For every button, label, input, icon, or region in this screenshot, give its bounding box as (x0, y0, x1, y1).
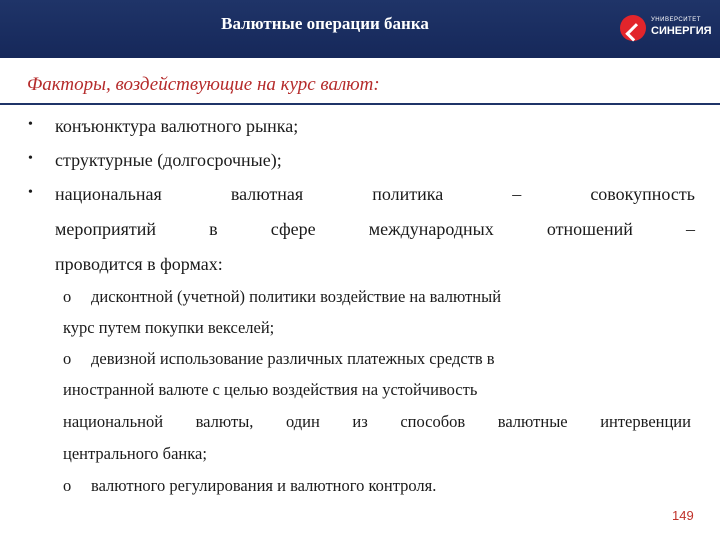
sub-item-2-line-4: центрального банка; (63, 444, 207, 463)
sub-bullet-icon: o (63, 287, 72, 306)
sub-bullet-icon: o (63, 476, 72, 495)
title-divider (0, 103, 720, 105)
sub-item-2-line-2: иностранной валюте с целью воздействия на устойчивость (63, 380, 478, 399)
sub-item-3-line-1: валютного регулирования и валютного контроля. (91, 476, 437, 495)
word: валюты, (195, 412, 254, 431)
slide-header (0, 0, 720, 58)
word: международных (368, 219, 494, 239)
word: валютная (230, 184, 304, 204)
section-subtitle: Факторы, воздействующие на курс валют: (27, 74, 380, 95)
synergy-logo-icon (620, 15, 646, 41)
word: совокупность (590, 184, 695, 204)
logo-text-bottom: СИНЕРГИЯ (651, 25, 712, 37)
word: один (286, 412, 320, 431)
word: мероприятий (55, 219, 157, 239)
bullet-item-3-line-3: проводится в формах: (55, 254, 223, 274)
bullet-icon: • (28, 117, 33, 132)
bullet-icon: • (28, 185, 33, 200)
bullet-item-3-line-1 (55, 185, 695, 203)
logo-text-top: УНИВЕРСИТЕТ (651, 17, 701, 23)
sub-item-1-line-1: дисконтной (учетной) политики воздействие на валютный (91, 287, 502, 306)
word: из (352, 412, 368, 431)
word: национальная (55, 184, 162, 204)
word: – (512, 184, 522, 204)
page-number: 149 (672, 508, 694, 523)
word: отношений (546, 219, 633, 239)
slide-title: Валютные операции банка (221, 14, 429, 33)
word: интервенции (600, 412, 691, 431)
word: – (685, 219, 695, 239)
word: валютные (497, 412, 568, 431)
bullet-item-2: структурные (долгосрочные); (55, 150, 282, 170)
sub-item-2-line-3 (63, 414, 691, 431)
bullet-icon: • (28, 151, 33, 166)
word: способов (400, 412, 466, 431)
word: национальной (63, 412, 164, 431)
sub-item-2-line-1: девизной использование различных платежных средств в (91, 349, 495, 368)
word: сфере (270, 219, 316, 239)
bullet-item-3-line-2 (55, 220, 695, 238)
word: в (209, 219, 218, 239)
word: политика (372, 184, 444, 204)
sub-bullet-icon: o (63, 349, 72, 368)
sub-item-1-line-2: курс путем покупки векселей; (63, 318, 275, 337)
bullet-item-1: конъюнктура валютного рынка; (55, 116, 299, 136)
